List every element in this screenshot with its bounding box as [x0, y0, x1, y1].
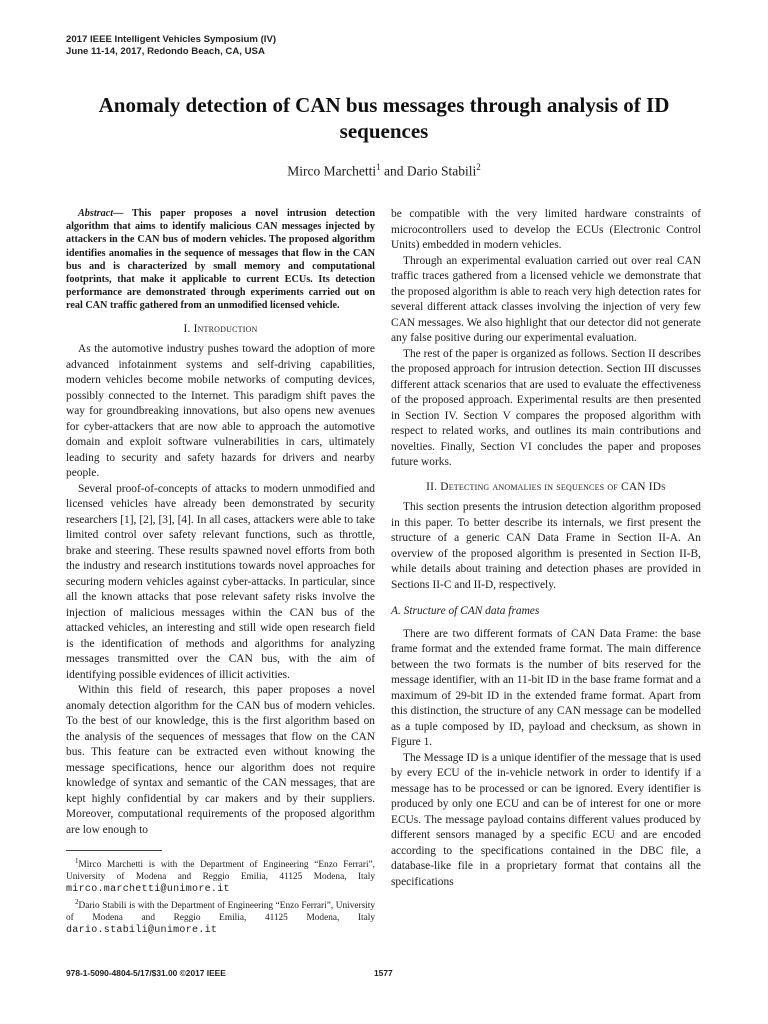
- section-number: I.: [183, 322, 194, 335]
- section-heading-introduction: [66, 322, 375, 338]
- footnote-1: [66, 855, 375, 896]
- intro-paragraph-4: Through an experimental evaluation carried out over real CAN traffic traces gathered from a licensed vehicle we demonstrate that the proposed algorithm is able to reach very high detection rates for several different attack classes involving the injection of very few CAN messages. We also highlight that our detector did not generate any false positive during our experimental evaluation.: [391, 254, 701, 344]
- footnote-divider: [66, 850, 162, 851]
- footer-page-number: 1577: [374, 968, 393, 978]
- footnote-2-mark: 2: [75, 898, 79, 907]
- abstract: [66, 207, 375, 313]
- author-2: Dario Stabili: [406, 163, 477, 179]
- section-title: Introduction: [193, 322, 258, 335]
- intro-paragraph-3: Within this field of research, this paper proposes a novel anomaly detection algorithm for the CAN bus of modern vehicles. To the best of our knowledge, this is the first algorithm based on the analysis of the sequences of messages that flow on the CAN bus. This feature can be extracted even without knowing the message specifications, hence our algorithm does not require knowledge of syntax and semantic of the CAN messages, that are kept highly confidential by car makers and by their suppliers. Moreover, computational requirements of the proposed algorithm are low enough to: [66, 684, 375, 836]
- intro-paragraph-5: The rest of the paper is organized as follows. Section II describes the proposed approach for intrusion detection. Section III discusses different attack scenarios that are used to evaluate the effectiveness of the proposed approach. Experimental results are then presented in Section IV. Section V compares the proposed algorithm with respect to related works, and outlines its main contributions and novelties. Finally, Section VI concludes the paper and proposes future works.: [391, 347, 701, 468]
- section-2a-paragraph-2: The Message ID is a unique identifier of the message that is used by every ECU of the in-vehicle network in order to identify if a message has to be processed or can be ignored. Every identifier is produced by only one ECU and can be of interest for one or more ECUs. The message payload contains different values produced by different sensors managed by a specific ECU and are encoded according to the specifications contained in the DBC file, a database-like file in a proprietary format that contains all the specifications: [391, 751, 701, 888]
- conference-date-location: June 11-14, 2017, Redondo Beach, CA, USA: [66, 46, 265, 57]
- right-column: [391, 207, 701, 890]
- section-title: Detecting anomalies in sequences of CAN IDs: [440, 480, 666, 493]
- subsection-heading-can-frames: A. Structure of CAN data frames: [391, 605, 540, 617]
- conference-header: [66, 34, 276, 58]
- section-heading-detecting-anomalies: [391, 480, 701, 496]
- footnote-2-text: Dario Stabili is with the Department of Engineering “Enzo Ferrari”, University of Modena and Reggio Emilia, 41125 Modena, Italy: [66, 901, 375, 924]
- footnote-2-email[interactable]: dario.stabili@unimore.it: [66, 925, 218, 937]
- author-connector: and: [380, 163, 407, 179]
- footnote-1-mark: 1: [75, 857, 79, 866]
- footnote-1-text: Mirco Marchetti is with the Department of Engineering “Enzo Ferrari”, University of Modena and Reggio Emilia, 41125 Modena, Italy: [66, 860, 375, 883]
- author-2-affiliation-mark: 2: [476, 162, 481, 172]
- author-line: [0, 162, 768, 180]
- left-column: [66, 207, 375, 937]
- abstract-text: This paper proposes a novel intrusion detection algorithm that aims to identify malicious CAN messages injected by attackers in the CAN bus of modern vehicles. The proposed algorithm identifies anomalies in the sequence of messages that flow in the CAN bus and is characterized by small memory and computational footprints, that make it applicable to current ECUs. Its detection performance are demonstrated through experiments carried out on real CAN traffic gathered from an unmodified licensed vehicle.: [66, 208, 375, 312]
- paper-title: Anomaly detection of CAN bus messages through analysis of ID sequences: [98, 93, 670, 143]
- author-1: Mirco Marchetti: [287, 163, 377, 179]
- intro-paragraph-2: Several proof-of-concepts of attacks to modern unmodified and licensed vehicles have already been demonstrated by security researchers [1], [2], [3], [4]. In all cases, attackers were able to take limited control over safety relevant functions, such as throttle, brake and steering. These results spawned novel efforts from both the industry and research institutions towards novel approaches for securing modern vehicles against cyber-attacks. In particular, since all the known attacks that pose relevant safety risks involve the injection of malicious messages within the CAN bus of the attacked vehicles, an interesting and still wide open research field is the identification of methods and algorithms for analyzing messages transmitted over the CAN bus, with the aim of identifying possible evidences of illicit activities.: [66, 482, 375, 681]
- abstract-label: Abstract: [78, 208, 114, 219]
- intro-continuation-paragraph: be compatible with the very limited hardware constraints of microcontrollers used to develop the ECUs (Electronic Control Units) embedded in modern vehicles.: [391, 208, 701, 251]
- author-1-affiliation-mark: 1: [376, 162, 381, 172]
- section-2-paragraph-1: This section presents the intrusion detection algorithm proposed in this paper. To better describe its internals, we first present the structure of a generic CAN Data Frame in Section II-A. An overview of the proposed algorithm is presented in Section II-B, while details about training and detection phases are provided in Sections II-C and II-D, respectively.: [391, 501, 701, 591]
- abstract-dash: —: [113, 208, 132, 219]
- conference-name: 2017 IEEE Intelligent Vehicles Symposium (IV): [66, 34, 277, 45]
- section-2a-paragraph-1: There are two different formats of CAN Data Frame: the base frame format and the extended frame format. The main difference between the two formats is the number of bits reserved for the message identifier, with an 11-bit ID in the base frame format and a maximum of 29-bit ID in the extended frame format. Apart from this distinction, the structure of any CAN message can be modelled as a tuple composed by ID, payload and checksum, as shown in Figure 1.: [391, 627, 701, 748]
- footnote-2: [66, 896, 375, 937]
- section-number: II.: [426, 480, 441, 493]
- footnote-1-email[interactable]: mirco.marchetti@unimore.it: [66, 884, 230, 896]
- footer-isbn: 978-1-5090-4804-5/17/$31.00 ©2017 IEEE: [66, 968, 226, 978]
- intro-paragraph-1: As the automotive industry pushes toward the adoption of more advanced infotainment systems and self-driving capabilities, modern vehicles become mobile networks of computing devices, possibly connected to the Internet. This paradigm shift paves the way for groundbreaking innovations, but also opens new avenues for cyber-attackers that are now able to approach the automotive domain and exploit software vulnerabilities in cars, ultimately leading to security and safety hazards for drivers and nearby people.: [66, 343, 375, 480]
